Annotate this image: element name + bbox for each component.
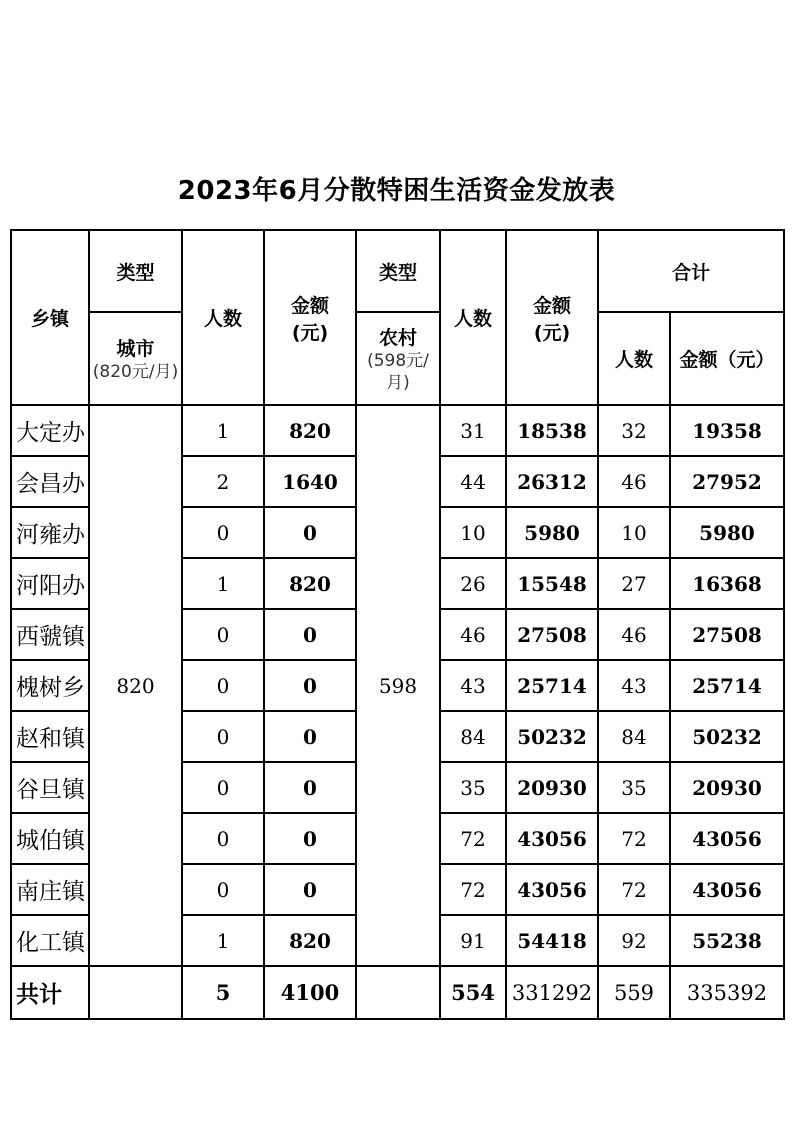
total-people: 84 [598,711,670,762]
header-rural-label: 农村 [378,327,417,349]
totals-rural-standard-blank [356,966,440,1019]
rural-amount: 43056 [506,864,598,915]
page-title: 2023年6月分散特困生活资金发放表 [177,176,616,206]
rural-amount: 5980 [506,507,598,558]
city-amount: 0 [264,813,356,864]
totals-city-standard-blank [89,966,182,1019]
rural-people: 72 [440,864,506,915]
header-rural-people: 人数 [440,230,506,405]
rural-amount: 27508 [506,609,598,660]
city-people: 0 [182,711,264,762]
rural-amount: 54418 [506,915,598,966]
totals-total-amount: 335392 [670,966,784,1019]
town-name: 南庄镇 [11,864,89,915]
table-row [11,405,784,456]
header-rural-amount [506,230,598,405]
town-name: 西虢镇 [11,609,89,660]
city-people: 0 [182,813,264,864]
total-people: 46 [598,456,670,507]
city-people: 2 [182,456,264,507]
town-name: 谷旦镇 [11,762,89,813]
totals-total-people: 559 [598,966,670,1019]
total-people: 35 [598,762,670,813]
totals-city-amount: 4100 [264,966,356,1019]
total-amount: 27952 [670,456,784,507]
town-name: 赵和镇 [11,711,89,762]
header-city [89,312,182,405]
total-amount: 16368 [670,558,784,609]
city-people: 1 [182,405,264,456]
total-amount: 25714 [670,660,784,711]
city-amount: 820 [264,915,356,966]
city-people: 1 [182,558,264,609]
town-name: 河阳办 [11,558,89,609]
totals-city-people: 5 [182,966,264,1019]
header-city-amount [264,230,356,405]
total-amount: 27508 [670,609,784,660]
city-amount: 0 [264,660,356,711]
city-people: 0 [182,762,264,813]
city-amount: 1640 [264,456,356,507]
total-amount: 20930 [670,762,784,813]
total-amount: 55238 [670,915,784,966]
town-name: 会昌办 [11,456,89,507]
header-total-people: 人数 [598,312,670,405]
total-people: 10 [598,507,670,558]
total-people: 43 [598,660,670,711]
rural-amount: 50232 [506,711,598,762]
totals-rural-people: 554 [440,966,506,1019]
header-city-rate: (820元/月) [92,362,179,382]
rural-amount: 18538 [506,405,598,456]
rural-people: 72 [440,813,506,864]
total-amount: 19358 [670,405,784,456]
city-people: 0 [182,609,264,660]
rural-amount: 26312 [506,456,598,507]
rural-people: 10 [440,507,506,558]
town-name: 化工镇 [11,915,89,966]
city-amount: 0 [264,507,356,558]
city-amount: 0 [264,864,356,915]
city-people: 0 [182,660,264,711]
city-standard: 820 [89,405,182,966]
header-rural-rate: (598元/月) [367,351,429,393]
total-people: 27 [598,558,670,609]
total-amount: 5980 [670,507,784,558]
header-city-amount-label: 金额 [290,294,329,317]
city-amount: 0 [264,711,356,762]
city-amount: 0 [264,762,356,813]
total-people: 46 [598,609,670,660]
header-city-amount-unit: (元) [291,321,329,344]
city-people: 1 [182,915,264,966]
total-people: 92 [598,915,670,966]
rural-people: 91 [440,915,506,966]
header-rural-amount-label: 金额 [532,294,571,317]
rural-people: 44 [440,456,506,507]
totals-label: 共计 [11,966,89,1019]
totals-row [11,966,784,1019]
rural-amount: 15548 [506,558,598,609]
total-people: 72 [598,813,670,864]
total-amount: 50232 [670,711,784,762]
header-rural-amount-unit: (元) [533,321,571,344]
town-name: 河雍办 [11,507,89,558]
totals-rural-amount: 331292 [506,966,598,1019]
rural-people: 43 [440,660,506,711]
header-city-type: 类型 [89,230,182,312]
rural-people: 31 [440,405,506,456]
rural-standard: 598 [356,405,440,966]
rural-amount: 43056 [506,813,598,864]
city-amount: 820 [264,558,356,609]
city-people: 0 [182,864,264,915]
rural-people: 46 [440,609,506,660]
total-amount: 43056 [670,864,784,915]
header-city-people: 人数 [182,230,264,405]
rural-people: 26 [440,558,506,609]
header-rural [356,312,440,405]
total-people: 32 [598,405,670,456]
rural-amount: 20930 [506,762,598,813]
town-name: 槐树乡 [11,660,89,711]
total-people: 72 [598,864,670,915]
town-name: 城伯镇 [11,813,89,864]
rural-people: 84 [440,711,506,762]
rural-amount: 25714 [506,660,598,711]
header-total: 合计 [598,230,784,312]
city-amount: 0 [264,609,356,660]
payment-table [10,229,785,1020]
town-name: 大定办 [11,405,89,456]
header-city-label: 城市 [116,338,155,360]
header-total-amount: 金额（元） [670,312,784,405]
city-amount: 820 [264,405,356,456]
header-rural-type: 类型 [356,230,440,312]
rural-people: 35 [440,762,506,813]
total-amount: 43056 [670,813,784,864]
city-people: 0 [182,507,264,558]
header-town: 乡镇 [11,230,89,405]
